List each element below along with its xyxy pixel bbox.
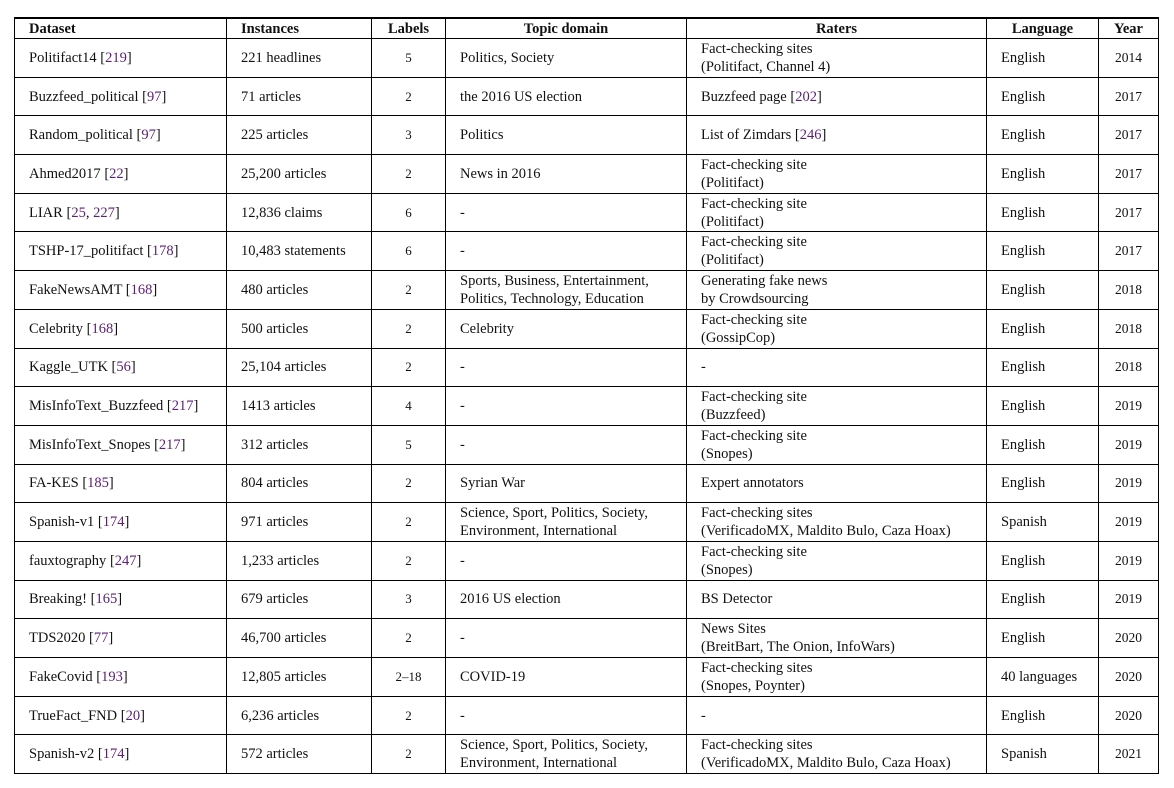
header-dataset: Dataset: [15, 18, 227, 39]
cell-raters: [687, 39, 987, 78]
cell-language: English: [987, 541, 1099, 580]
cell-line: Celebrity: [460, 320, 514, 337]
citation-link[interactable]: 25: [71, 204, 86, 221]
dataset-name: FakeCovid: [29, 668, 93, 685]
cell-dataset: Celebrity [168]: [15, 309, 227, 348]
cell-line: Syrian War: [460, 475, 526, 492]
cell-year: 2021: [1099, 735, 1159, 774]
citation-link[interactable]: 56: [116, 359, 131, 376]
cell-labels: 2: [372, 155, 446, 194]
cell-instances: 71 articles: [227, 77, 372, 116]
cell-instances: 1,233 articles: [227, 541, 372, 580]
dataset-name: FA-KES: [29, 475, 79, 492]
table-header-row: [15, 18, 1159, 39]
cell-dataset: FakeNewsAMT [168]: [15, 271, 227, 310]
cell-line: Politics, Society: [460, 49, 555, 66]
cell-topic: [446, 348, 687, 387]
citation-link[interactable]: 217: [171, 398, 194, 415]
citation-link[interactable]: 246: [799, 127, 822, 144]
table-container: [14, 17, 1159, 774]
cell-labels: 2: [372, 735, 446, 774]
cell-labels: 2: [372, 619, 446, 658]
cell-language: Spanish: [987, 503, 1099, 542]
dataset-name: TDS2020: [29, 630, 86, 647]
cell-line: Fact-checking site: [701, 543, 807, 560]
dataset-name: TSHP-17_politifact: [29, 243, 144, 260]
cell-line: Fact-checking site: [701, 311, 807, 328]
cell-language: English: [987, 193, 1099, 232]
cell-topic: [446, 696, 687, 735]
cell-line: BS Detector: [701, 591, 773, 608]
cell-year: 2014: [1099, 39, 1159, 78]
citation-link[interactable]: 193: [101, 668, 123, 685]
cell-year: 2018: [1099, 271, 1159, 310]
cell-line: Fact-checking site: [701, 156, 807, 173]
cell-year: 2017: [1099, 155, 1159, 194]
citation-link[interactable]: 168: [91, 320, 114, 337]
header-topic: Topic domain: [446, 18, 687, 39]
citation-link[interactable]: 178: [151, 243, 174, 260]
cell-language: English: [987, 619, 1099, 658]
cell-line: Fact-checking site: [701, 389, 807, 406]
table-row: [15, 696, 1159, 735]
cell-raters: [687, 696, 987, 735]
cell-instances: 25,104 articles: [227, 348, 372, 387]
cell-labels: 6: [372, 232, 446, 271]
cell-line: List of Zimdars [246]: [701, 127, 827, 144]
cell-language: English: [987, 116, 1099, 155]
dataset-name: Buzzfeed_political: [29, 88, 139, 105]
cell-raters: [687, 541, 987, 580]
cell-line: Fact-checking sites: [701, 505, 813, 522]
citation-link[interactable]: 97: [146, 88, 162, 105]
cell-year: 2018: [1099, 348, 1159, 387]
cell-line: News Sites: [701, 621, 766, 638]
citation-link[interactable]: 20: [125, 707, 141, 724]
dataset-name: fauxtography: [29, 552, 107, 569]
cell-language: English: [987, 387, 1099, 426]
citation-link[interactable]: 202: [795, 88, 817, 105]
cell-instances: 480 articles: [227, 271, 372, 310]
cell-line: Expert annotators: [701, 475, 804, 492]
cell-raters: [687, 193, 987, 232]
dataset-name: Spanish-v2: [29, 746, 95, 763]
cell-raters: [687, 232, 987, 271]
cell-line: Politics: [460, 127, 504, 144]
cell-line: (Politifact): [701, 174, 764, 191]
citation-link[interactable]: 165: [95, 591, 118, 608]
table-row: [15, 387, 1159, 426]
cell-topic: [446, 387, 687, 426]
cell-year: 2019: [1099, 464, 1159, 503]
cell-year: 2020: [1099, 696, 1159, 735]
cell-labels: 5: [372, 39, 446, 78]
cell-dataset: Random_political [97]: [15, 116, 227, 155]
cell-year: 2019: [1099, 580, 1159, 619]
cell-dataset: FA-KES [185]: [15, 464, 227, 503]
cell-line: -: [701, 707, 706, 724]
dataset-name: TrueFact_FND: [29, 707, 118, 724]
cell-topic: [446, 309, 687, 348]
cell-topic: [446, 541, 687, 580]
cell-dataset: Spanish-v1 [174]: [15, 503, 227, 542]
citation-link[interactable]: 217: [158, 436, 181, 453]
header-instances: Instances: [227, 18, 372, 39]
cell-line: -: [701, 359, 706, 376]
cell-topic: [446, 232, 687, 271]
cell-line: -: [460, 436, 465, 453]
table-row: [15, 271, 1159, 310]
citation-link[interactable]: 97: [141, 127, 156, 144]
dataset-name: Breaking!: [29, 591, 87, 608]
cell-labels: 5: [372, 425, 446, 464]
cell-labels: 2: [372, 541, 446, 580]
cell-year: 2017: [1099, 116, 1159, 155]
cell-year: 2017: [1099, 232, 1159, 271]
dataset-name: Random_political: [29, 127, 133, 144]
table-row: [15, 425, 1159, 464]
cell-raters: [687, 503, 987, 542]
citation-link[interactable]: 219: [105, 49, 127, 66]
dataset-name: Spanish-v1: [29, 514, 95, 531]
header-labels: Labels: [372, 18, 446, 39]
citation-link[interactable]: 77: [93, 630, 109, 647]
citation-link[interactable]: 227: [93, 204, 115, 221]
cell-line: -: [460, 204, 465, 221]
cell-labels: 3: [372, 580, 446, 619]
table-row: [15, 348, 1159, 387]
cell-line: the 2016 US election: [460, 88, 583, 105]
cell-raters: [687, 77, 987, 116]
cell-dataset: TrueFact_FND [20]: [15, 696, 227, 735]
cell-instances: 6,236 articles: [227, 696, 372, 735]
cell-dataset: Politifact14 [219]: [15, 39, 227, 78]
cell-line: (VerificadoMX, Maldito Bulo, Caza Hoax): [701, 523, 951, 540]
cell-year: 2019: [1099, 425, 1159, 464]
cell-language: Spanish: [987, 735, 1099, 774]
cell-line: (Snopes): [701, 561, 753, 578]
cell-raters: [687, 735, 987, 774]
citation-link[interactable]: 247: [114, 552, 137, 569]
cell-labels: 2–18: [372, 658, 446, 697]
cell-language: English: [987, 271, 1099, 310]
cell-line: (Buzzfeed): [701, 407, 766, 424]
citation-link[interactable]: 185: [87, 475, 109, 492]
header-year: Year: [1099, 18, 1159, 39]
cell-dataset: LIAR [25, 227]: [15, 193, 227, 232]
cell-raters: [687, 155, 987, 194]
cell-topic: [446, 580, 687, 619]
cell-instances: 25,200 articles: [227, 155, 372, 194]
cell-instances: 312 articles: [227, 425, 372, 464]
cell-line: (Politifact): [701, 213, 764, 230]
datasets-table: [14, 17, 1159, 774]
cell-year: 2018: [1099, 309, 1159, 348]
cell-year: 2020: [1099, 619, 1159, 658]
dataset-name: FakeNewsAMT: [29, 281, 123, 298]
citation-link[interactable]: 174: [102, 746, 125, 763]
cell-dataset: FakeCovid [193]: [15, 658, 227, 697]
cell-line: -: [460, 398, 465, 415]
cell-topic: [446, 193, 687, 232]
cell-line: Fact-checking sites: [701, 737, 813, 754]
table-row: [15, 155, 1159, 194]
cell-language: English: [987, 77, 1099, 116]
cell-instances: 225 articles: [227, 116, 372, 155]
cell-language: English: [987, 309, 1099, 348]
table-row: [15, 464, 1159, 503]
cell-instances: 12,805 articles: [227, 658, 372, 697]
cell-instances: 12,836 claims: [227, 193, 372, 232]
table-row: [15, 503, 1159, 542]
cell-line: -: [460, 707, 465, 724]
table-row: [15, 193, 1159, 232]
cell-language: English: [987, 696, 1099, 735]
cell-raters: [687, 271, 987, 310]
table-row: [15, 619, 1159, 658]
table-row: [15, 580, 1159, 619]
cell-raters: [687, 387, 987, 426]
cell-instances: 10,483 statements: [227, 232, 372, 271]
cell-line: 2016 US election: [460, 591, 561, 608]
cell-language: English: [987, 464, 1099, 503]
cell-raters: [687, 580, 987, 619]
cell-instances: 500 articles: [227, 309, 372, 348]
cell-instances: 572 articles: [227, 735, 372, 774]
cell-topic: [446, 271, 687, 310]
table-row: [15, 39, 1159, 78]
cell-line: Science, Sport, Politics, Society,: [460, 737, 648, 754]
cell-line: Generating fake news: [701, 272, 828, 289]
cell-line: (Politifact, Channel 4): [701, 58, 831, 75]
dataset-name: MisInfoText_Snopes: [29, 436, 151, 453]
cell-line: (Snopes): [701, 445, 753, 462]
cell-line: Fact-checking sites: [701, 659, 813, 676]
cell-labels: 2: [372, 464, 446, 503]
cell-year: 2017: [1099, 77, 1159, 116]
cell-labels: 2: [372, 77, 446, 116]
citation-link[interactable]: 174: [102, 514, 125, 531]
cell-line: -: [460, 359, 465, 376]
table-row: [15, 735, 1159, 774]
cell-line: -: [460, 630, 465, 647]
table-row: [15, 116, 1159, 155]
cell-instances: 971 articles: [227, 503, 372, 542]
cell-line: Fact-checking site: [701, 427, 807, 444]
cell-line: Fact-checking site: [701, 234, 807, 251]
cell-language: 40 languages: [987, 658, 1099, 697]
cell-topic: [446, 77, 687, 116]
cell-labels: 2: [372, 309, 446, 348]
cell-line: (Politifact): [701, 252, 764, 269]
dataset-name: LIAR: [29, 204, 63, 221]
table-row: [15, 232, 1159, 271]
cell-line: by Crowdsourcing: [701, 290, 809, 307]
cell-year: 2020: [1099, 658, 1159, 697]
cell-labels: 3: [372, 116, 446, 155]
cell-dataset: MisInfoText_Snopes [217]: [15, 425, 227, 464]
dataset-name: Ahmed2017: [29, 165, 101, 182]
cell-line: Fact-checking sites: [701, 40, 813, 57]
cell-dataset: TDS2020 [77]: [15, 619, 227, 658]
cell-labels: 6: [372, 193, 446, 232]
cell-year: 2019: [1099, 387, 1159, 426]
cell-topic: [446, 464, 687, 503]
dataset-name: Celebrity: [29, 320, 83, 337]
table-row: [15, 309, 1159, 348]
cell-raters: [687, 116, 987, 155]
cell-instances: 221 headlines: [227, 39, 372, 78]
cell-language: English: [987, 580, 1099, 619]
cell-topic: [446, 425, 687, 464]
cell-language: English: [987, 425, 1099, 464]
table-row: [15, 541, 1159, 580]
citation-link[interactable]: 22: [109, 165, 124, 182]
cell-dataset: Breaking! [165]: [15, 580, 227, 619]
cell-labels: 2: [372, 271, 446, 310]
cell-dataset: Kaggle_UTK [56]: [15, 348, 227, 387]
cell-labels: 2: [372, 348, 446, 387]
cell-raters: [687, 464, 987, 503]
cell-line: Science, Sport, Politics, Society,: [460, 505, 648, 522]
dataset-name: MisInfoText_Buzzfeed: [29, 398, 164, 415]
cell-year: 2019: [1099, 503, 1159, 542]
cell-topic: [446, 155, 687, 194]
cell-instances: 1413 articles: [227, 387, 372, 426]
cell-instances: 804 articles: [227, 464, 372, 503]
table-row: [15, 77, 1159, 116]
cell-language: English: [987, 39, 1099, 78]
cell-language: English: [987, 155, 1099, 194]
cell-line: Environment, International: [460, 755, 618, 772]
cell-language: English: [987, 232, 1099, 271]
cell-raters: [687, 658, 987, 697]
cell-labels: 2: [372, 503, 446, 542]
cell-line: Environment, International: [460, 523, 618, 540]
citation-link[interactable]: 168: [130, 281, 153, 298]
cell-line: (BreitBart, The Onion, InfoWars): [701, 639, 895, 656]
cell-topic: [446, 503, 687, 542]
cell-instances: 679 articles: [227, 580, 372, 619]
header-raters: Raters: [687, 18, 987, 39]
cell-line: -: [460, 243, 465, 260]
cell-topic: [446, 619, 687, 658]
dataset-name: Politifact14: [29, 49, 97, 66]
cell-dataset: MisInfoText_Buzzfeed [217]: [15, 387, 227, 426]
header-language: Language: [987, 18, 1099, 39]
cell-raters: [687, 348, 987, 387]
cell-dataset: Ahmed2017 [22]: [15, 155, 227, 194]
cell-language: English: [987, 348, 1099, 387]
table-row: [15, 658, 1159, 697]
cell-dataset: fauxtography [247]: [15, 541, 227, 580]
cell-labels: 4: [372, 387, 446, 426]
cell-dataset: TSHP-17_politifact [178]: [15, 232, 227, 271]
cell-line: -: [460, 552, 465, 569]
cell-topic: [446, 735, 687, 774]
cell-line: News in 2016: [460, 165, 541, 182]
cell-topic: [446, 658, 687, 697]
cell-raters: [687, 619, 987, 658]
cell-line: Buzzfeed page [202]: [701, 88, 822, 105]
cell-line: COVID-19: [460, 668, 526, 685]
cell-line: (VerificadoMX, Maldito Bulo, Caza Hoax): [701, 755, 951, 772]
cell-raters: [687, 425, 987, 464]
cell-topic: [446, 116, 687, 155]
cell-line: Fact-checking site: [701, 195, 807, 212]
cell-year: 2019: [1099, 541, 1159, 580]
cell-line: (GossipCop): [701, 329, 776, 346]
cell-line: (Snopes, Poynter): [701, 677, 805, 694]
cell-line: Politics, Technology, Education: [460, 290, 644, 307]
table-body: [15, 39, 1159, 774]
cell-raters: [687, 309, 987, 348]
cell-dataset: Spanish-v2 [174]: [15, 735, 227, 774]
cell-labels: 2: [372, 696, 446, 735]
cell-line: Sports, Business, Entertainment,: [460, 272, 649, 289]
cell-topic: [446, 39, 687, 78]
cell-instances: 46,700 articles: [227, 619, 372, 658]
dataset-name: Kaggle_UTK: [29, 359, 108, 376]
cell-year: 2017: [1099, 193, 1159, 232]
cell-dataset: Buzzfeed_political [97]: [15, 77, 227, 116]
